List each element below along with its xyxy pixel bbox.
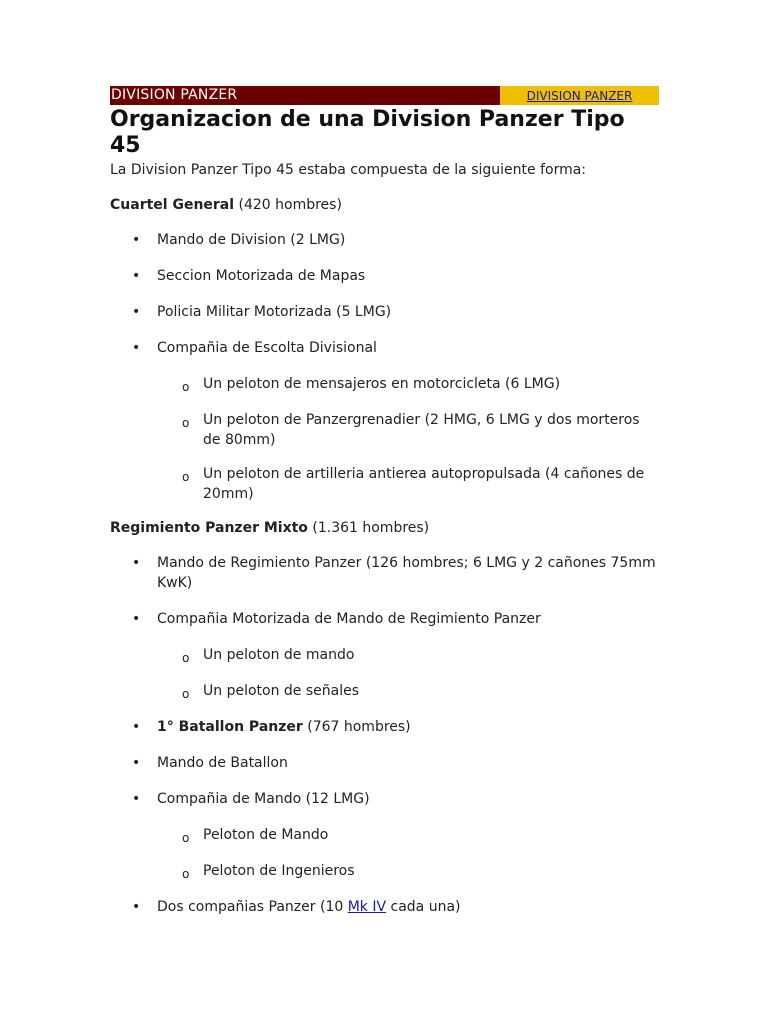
section-heading-label: Regimiento Panzer Mixto [110, 520, 308, 536]
list-item-text-before-link: Dos compañias Panzer (10 [157, 899, 344, 915]
bullet-icon: • [132, 555, 141, 571]
circle-bullet-icon: o [182, 470, 190, 484]
list-item [110, 609, 660, 629]
sub-list-item [110, 645, 660, 665]
page-title: Organizacion de una Division Panzer Tipo 45 [110, 107, 625, 158]
list-item [110, 753, 660, 773]
sub-list-item [110, 861, 660, 881]
sub-list-item [110, 410, 660, 450]
circle-bullet-icon: o [182, 380, 190, 394]
list-item [110, 553, 660, 593]
batallon-heading: 1° Batallon Panzer [157, 719, 303, 735]
document-page [110, 86, 660, 917]
list-item-text: Seccion Motorizada de Mapas [157, 268, 366, 284]
intro-text: La Division Panzer Tipo 45 estaba compuesta de la siguiente forma: [110, 162, 587, 178]
list-item-text: Compañia de Mando (12 LMG) [157, 791, 370, 807]
list-item [110, 266, 660, 286]
section-heading-regimiento [110, 520, 660, 537]
sub-list-item-text: Un peloton de Panzergrenadier (2 HMG, 6 LMG y dos morteros de 80mm) [203, 412, 640, 448]
circle-bullet-icon: o [182, 867, 190, 881]
batallon-count: (767 hombres) [307, 719, 411, 735]
sub-list-item [110, 464, 660, 504]
bullet-icon: • [132, 791, 141, 807]
bullet-icon: • [132, 899, 141, 915]
sub-list-item [110, 374, 660, 394]
list-item-text: Policia Militar Motorizada (5 LMG) [157, 304, 392, 320]
list-item [110, 897, 660, 917]
list-item [110, 230, 660, 250]
list-item [110, 338, 660, 358]
bullet-icon: • [132, 232, 141, 248]
circle-bullet-icon: o [182, 687, 190, 701]
sub-list-item-text: Un peloton de señales [203, 683, 360, 699]
regimiento-list [110, 553, 660, 917]
circle-bullet-icon: o [182, 651, 190, 665]
sub-list-item-text: Peloton de Ingenieros [203, 863, 355, 879]
circle-bullet-icon: o [182, 416, 190, 430]
bullet-icon: • [132, 611, 141, 627]
section-heading-count: (420 hombres) [238, 197, 342, 213]
sub-list-item [110, 681, 660, 701]
sub-list-item-text: Un peloton de mando [203, 647, 355, 663]
list-item [110, 789, 660, 809]
bullet-icon: • [132, 755, 141, 771]
list-item-text: Mando de Batallon [157, 755, 288, 771]
list-item [110, 302, 660, 322]
section-heading-cuartel [110, 197, 660, 214]
header-link-cell [500, 86, 659, 105]
bullet-icon: • [132, 340, 141, 356]
sub-list-item-text: Un peloton de mensajeros en motorcicleta (6 LMG) [203, 376, 561, 392]
circle-bullet-icon: o [182, 831, 190, 845]
section-heading-label: Cuartel General [110, 197, 235, 213]
bullet-icon: • [132, 719, 141, 735]
list-item-text: Compañia Motorizada de Mando de Regimiento Panzer [157, 611, 541, 627]
bullet-icon: • [132, 268, 141, 284]
section-heading-count: (1.361 hombres) [312, 520, 430, 536]
list-item-text: Mando de Regimiento Panzer (126 hombres; 6 LMG y 2 cañones 75mm KwK) [157, 555, 656, 591]
sub-list-item [110, 825, 660, 845]
bullet-icon: • [132, 304, 141, 320]
mk-iv-link[interactable]: Mk IV [347, 899, 387, 915]
header-title: DIVISION PANZER [110, 86, 500, 105]
list-item-text-after-link: cada una) [390, 899, 461, 915]
list-item-text: Compañia de Escolta Divisional [157, 340, 377, 356]
header-bar [110, 86, 659, 105]
list-item-text: Mando de Division (2 LMG) [157, 232, 346, 248]
sub-list-item-text: Un peloton de artilleria antierea autopropulsada (4 cañones de 20mm) [203, 466, 645, 502]
list-item [110, 717, 660, 737]
header-link[interactable]: DIVISION PANZER [526, 89, 633, 103]
cuartel-list [110, 230, 660, 504]
sub-list-item-text: Peloton de Mando [203, 827, 329, 843]
